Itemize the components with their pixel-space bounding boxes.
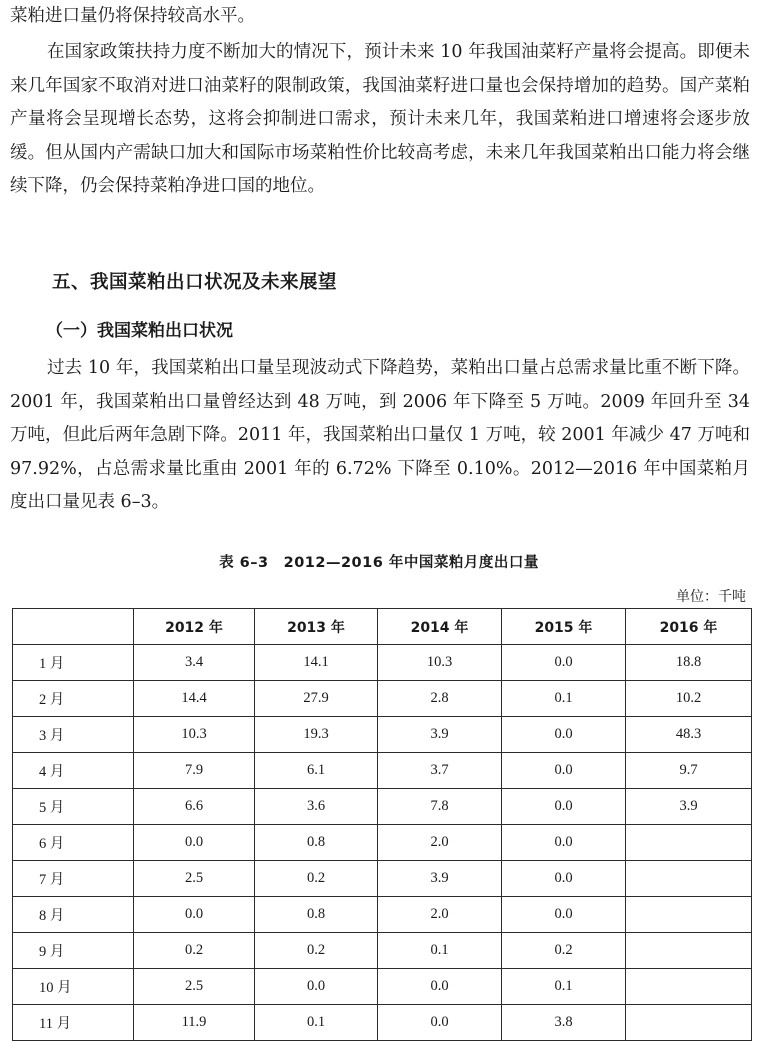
month-cell: 4 月 <box>13 753 134 789</box>
column-header: 2013 年 <box>255 609 378 645</box>
value-cell: 0.0 <box>255 969 378 1005</box>
value-cell <box>626 969 752 1005</box>
month-cell: 9 月 <box>13 933 134 969</box>
value-cell <box>626 825 752 861</box>
table-corner-cell <box>13 609 134 645</box>
column-header: 2015 年 <box>502 609 626 645</box>
table-row <box>13 645 752 681</box>
value-cell: 7.8 <box>378 789 502 825</box>
value-cell: 18.8 <box>626 645 752 681</box>
value-cell: 10.3 <box>134 717 255 753</box>
value-cell: 10.3 <box>378 645 502 681</box>
value-cell: 10.2 <box>626 681 752 717</box>
table-row <box>13 969 752 1005</box>
paragraph-top: 菜粕进口量仍将保持较高水平。 <box>10 6 255 26</box>
value-cell: 3.7 <box>378 753 502 789</box>
value-cell: 0.0 <box>134 897 255 933</box>
month-cell: 3 月 <box>13 717 134 753</box>
month-cell: 8 月 <box>13 897 134 933</box>
value-cell: 0.2 <box>255 933 378 969</box>
value-cell: 3.9 <box>378 861 502 897</box>
value-cell: 0.8 <box>255 897 378 933</box>
paragraph-export: 过去 10 年，我国菜粕出口量呈现波动式下降趋势，菜粕出口量占总需求量比重不断下降。2001 年，我国菜粕出口量曾经达到 48 万吨，到 2006 年下降至 5 万吨。2009 年回升至 34 万吨，但此后两年急剧下降。2011 年，我国菜粕出口量仅 1 万吨，较 2001 年减少 47 万吨和 97.92%，占总需求量比重由 2001 年的 6.72% 下降至 0.10%。2012—2016 年中国菜粕月度出口量见表 6–3。 <box>10 358 750 513</box>
month-cell: 11 月 <box>13 1005 134 1041</box>
value-cell: 0.1 <box>255 1005 378 1041</box>
table-row <box>13 1005 752 1041</box>
value-cell <box>626 897 752 933</box>
value-cell: 2.0 <box>378 897 502 933</box>
value-cell: 2.8 <box>378 681 502 717</box>
value-cell: 0.2 <box>502 933 626 969</box>
month-cell: 6 月 <box>13 825 134 861</box>
column-header: 2014 年 <box>378 609 502 645</box>
table-row <box>13 825 752 861</box>
table-header-row <box>13 609 752 645</box>
value-cell: 0.2 <box>134 933 255 969</box>
value-cell: 3.9 <box>626 789 752 825</box>
subsection-heading: （一）我国菜粕出口状况 <box>46 321 233 341</box>
section-heading: 五、我国菜粕出口状况及未来展望 <box>52 272 338 293</box>
table-caption: 表 6–3 2012—2016 年中国菜粕月度出口量 <box>219 555 539 571</box>
value-cell: 3.4 <box>134 645 255 681</box>
value-cell: 0.0 <box>502 645 626 681</box>
table-row <box>13 861 752 897</box>
value-cell: 0.0 <box>378 1005 502 1041</box>
month-cell: 2 月 <box>13 681 134 717</box>
value-cell: 0.1 <box>502 969 626 1005</box>
value-cell: 2.0 <box>378 825 502 861</box>
table-row <box>13 717 752 753</box>
value-cell: 0.2 <box>255 861 378 897</box>
month-cell: 5 月 <box>13 789 134 825</box>
paragraph-outlook: 在国家政策扶持力度不断加大的情况下，预计未来 10 年我国油菜籽产量将会提高。即便未来几年国家不取消对进口油菜籽的限制政策，我国油菜籽进口量也会保持增加的趋势。国产菜粕产量将会呈现增长态势，这将会抑制进口需求，预计未来几年，我国菜粕进口增速将会逐步放缓。但从国内产需缺口加大和国际市场菜粕性价比较高考虑，未来几年我国菜粕出口能力将会继续下降，仍会保持菜粕净进口国的地位。 <box>10 42 750 197</box>
value-cell: 9.7 <box>626 753 752 789</box>
value-cell: 0.0 <box>502 753 626 789</box>
value-cell: 0.1 <box>502 681 626 717</box>
month-cell: 1 月 <box>13 645 134 681</box>
value-cell: 0.0 <box>378 969 502 1005</box>
value-cell: 2.5 <box>134 861 255 897</box>
column-header: 2016 年 <box>626 609 752 645</box>
value-cell <box>626 933 752 969</box>
value-cell: 0.0 <box>502 897 626 933</box>
table-row <box>13 933 752 969</box>
value-cell: 6.6 <box>134 789 255 825</box>
value-cell <box>626 861 752 897</box>
value-cell: 48.3 <box>626 717 752 753</box>
value-cell: 0.1 <box>378 933 502 969</box>
value-cell: 3.8 <box>502 1005 626 1041</box>
month-cell: 7 月 <box>13 861 134 897</box>
table-row <box>13 681 752 717</box>
value-cell: 27.9 <box>255 681 378 717</box>
table-unit: 单位：千吨 <box>676 589 746 605</box>
value-cell: 0.0 <box>134 825 255 861</box>
value-cell: 2.5 <box>134 969 255 1005</box>
export-table <box>12 608 752 1041</box>
value-cell: 3.6 <box>255 789 378 825</box>
table-row <box>13 897 752 933</box>
value-cell: 7.9 <box>134 753 255 789</box>
value-cell: 14.4 <box>134 681 255 717</box>
value-cell: 0.8 <box>255 825 378 861</box>
value-cell <box>626 1005 752 1041</box>
value-cell: 14.1 <box>255 645 378 681</box>
value-cell: 0.0 <box>502 789 626 825</box>
table-row <box>13 789 752 825</box>
value-cell: 0.0 <box>502 717 626 753</box>
value-cell: 3.9 <box>378 717 502 753</box>
column-header: 2012 年 <box>134 609 255 645</box>
month-cell: 10 月 <box>13 969 134 1005</box>
table-row <box>13 753 752 789</box>
value-cell: 19.3 <box>255 717 378 753</box>
value-cell: 11.9 <box>134 1005 255 1041</box>
value-cell: 0.0 <box>502 861 626 897</box>
value-cell: 0.0 <box>502 825 626 861</box>
value-cell: 6.1 <box>255 753 378 789</box>
